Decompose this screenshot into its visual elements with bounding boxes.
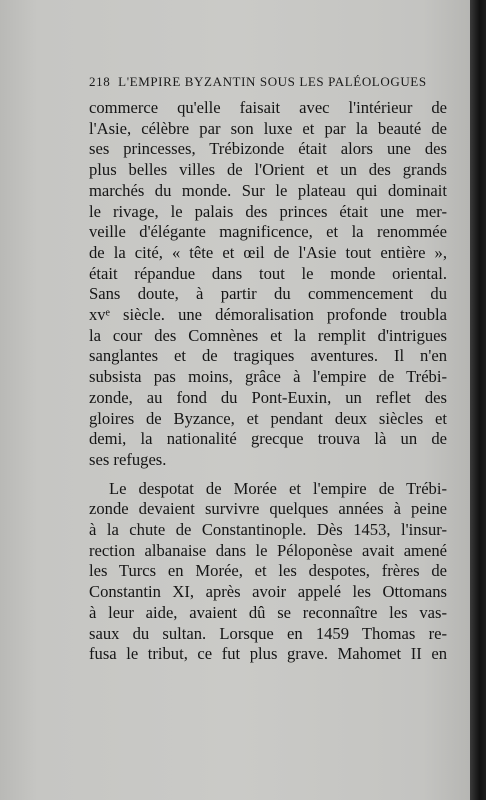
text-line: à leur aide, avaient dû se reconnaître les vas- xyxy=(89,602,447,622)
text-line: ses refuges. xyxy=(89,449,167,469)
text-line: était répandue dans tout le monde oriental. xyxy=(89,263,447,283)
paragraph-2 xyxy=(89,479,447,665)
text-line: Constantin XI, après avoir appelé les Ottomans xyxy=(89,582,447,602)
book-edge-shadow xyxy=(470,0,486,800)
text-line: les Turcs en Morée, et les despotes, frères de xyxy=(89,561,447,581)
text-line: subsista pas moins, grâce à l'empire de Trébi- xyxy=(89,367,447,387)
text-line: sanglantes et de tragiques aventures. Il n'en xyxy=(89,346,447,366)
page-number: 218 xyxy=(89,74,111,89)
text-line: saux du sultan. Lorsque en 1459 Thomas re- xyxy=(89,623,447,643)
text-line: la cour des Comnènes et la remplit d'intrigues xyxy=(89,325,447,345)
text-line: fusa le tribut, ce fut plus grave. Mahomet II en xyxy=(89,644,447,664)
text-line: plus belles villes de l'Orient et un des grands xyxy=(89,160,447,180)
text-line: zonde, au fond du Pont-Euxin, un reflet des xyxy=(89,387,447,407)
running-title: L'EMPIRE BYZANTIN SOUS LES PALÉOLOGUES xyxy=(118,74,427,89)
text-line: rection albanaise dans le Péloponèse avait amené xyxy=(89,540,447,560)
running-header xyxy=(89,74,449,90)
text-line: l'Asie, célèbre par son luxe et par la beauté de xyxy=(89,118,447,138)
text-line: le rivage, le palais des princes était une mer- xyxy=(89,201,447,221)
text-line: xvᵉ siècle. une démoralisation profonde troubla xyxy=(89,305,447,325)
text-line: marchés du monde. Sur le plateau qui dominait xyxy=(89,180,447,200)
text-line: Le despotat de Morée et l'empire de Trébi- xyxy=(109,478,447,498)
text-line: à la chute de Constantinople. Dès 1453, l'insur- xyxy=(89,520,447,540)
text-line: Sans doute, à partir du commencement du xyxy=(89,284,447,304)
paragraph-1 xyxy=(89,98,447,471)
text-line: demi, la nationalité grecque trouva là un de xyxy=(89,429,447,449)
text-line: veille d'élégante magnificence, et la renommée xyxy=(89,222,447,242)
text-line: de la cité, « tête et œil de l'Asie tout entière », xyxy=(89,242,447,262)
text-line: commerce qu'elle faisait avec l'intérieur de xyxy=(89,98,447,117)
body-text xyxy=(89,98,447,673)
text-line: gloires de Byzance, et pendant deux siècles et xyxy=(89,408,447,428)
text-line: zonde devaient survivre quelques années à peine xyxy=(89,499,447,519)
text-line: ses princesses, Trébizonde était alors une des xyxy=(89,139,447,159)
